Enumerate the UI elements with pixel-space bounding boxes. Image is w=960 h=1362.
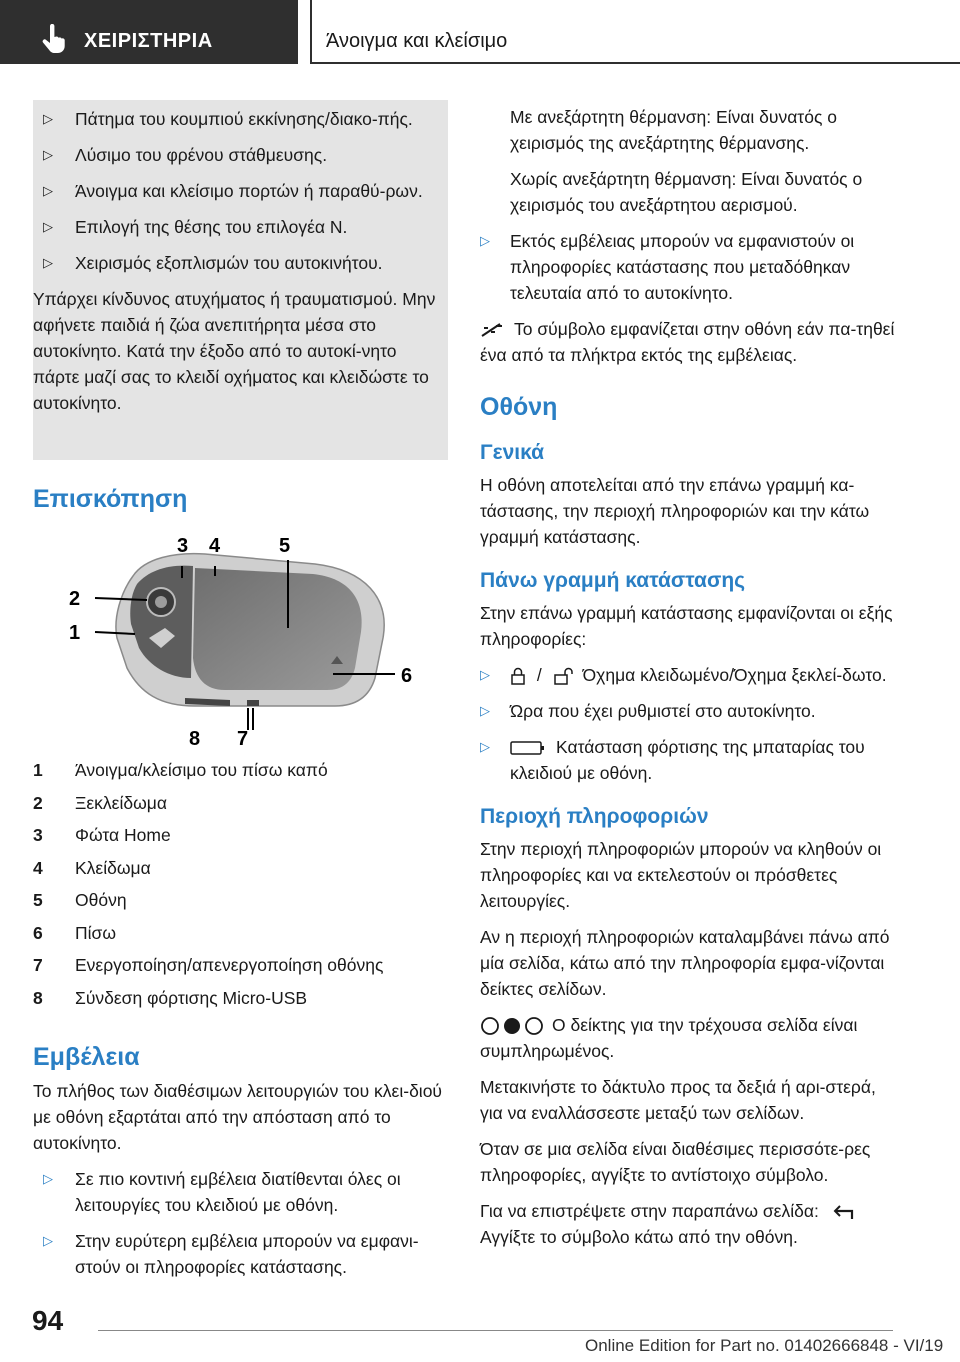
legend-row: 7 Ενεργοποίηση/απενεργοποίηση οθόνης: [33, 955, 384, 975]
header-divider: [300, 0, 310, 64]
page-indicator-icon: [480, 1016, 544, 1036]
edition-note: Online Edition for Part no. 01402666848 - VI/19: [585, 1336, 944, 1355]
paragraph: Όταν σε μια σελίδα είναι διαθέσιμες περισσότε-ρες πληροφορίες, αγγίξτε το αντίστοιχο σύμβολο.: [480, 1139, 871, 1185]
figure-label: 1: [69, 622, 81, 644]
paragraph: Χωρίς ανεξάρτητη θέρμανση: Είναι δυνατός ο χειρισμός του ανεξάρτητου αερισμού.: [510, 169, 863, 215]
range-bullet: ▷ Στην ευρύτερη εμβέλεια μπορούν να εμφανι-στούν οι πληροφορίες κατάστασης.: [33, 1228, 448, 1280]
legend-row: 2 Ξεκλείδωμα: [33, 792, 167, 813]
triangle-bullet-icon: ▷: [43, 147, 53, 162]
top-bar-bullet: ▷ / Όχημα κλειδωμένο/Όχημα ξεκλεί-δωτο.: [480, 662, 895, 688]
paragraph: Στην περιοχή πληροφοριών μπορούν να κληθούν οι πληροφορίες και να εκτελεστούν οι πρόσθετες λειτουργίες.: [480, 839, 882, 911]
figure-label: 8: [189, 728, 201, 750]
footer-divider: [98, 1330, 893, 1331]
top-bar-bullet: ▷ Κατάσταση φόρτισης της μπαταρίας του κλειδιού με οθόνη.: [480, 734, 895, 786]
triangle-bullet-icon: ▷: [480, 703, 490, 718]
range-bullet: ▷ Σε πιο κοντινή εμβέλεια διατίθενται όλες οι λειτουργίες του κλειδιού με οθόνη.: [33, 1166, 448, 1218]
paragraph: Με ανεξάρτητη θέρμανση: Είναι δυνατός ο χειρισμός της ανεξάρτητης θέρμανσης.: [510, 107, 837, 153]
paragraph: Αν η περιοχή πληροφοριών καταλαμβάνει πάνω από μία σελίδα, κάτω από την πληροφορία εμφα-νίζονται δείκτες σελίδων.: [480, 927, 890, 999]
figure-label: 6: [401, 665, 413, 687]
warning-text: Υπάρχει κίνδυνος ατυχήματος ή τραυματισμού. Μην αφήνετε παιδιά ή ζώα ανεπιτήρητα μέσα στο αυτοκίνητο. Κατά την έξοδο από το αυτοκί-νητο πάρτε μαζί σας το κλειδί οχήματος και κλειδώστε το αυτοκίνητο.: [33, 289, 436, 413]
range-heading: Εμβέλεια: [33, 1043, 140, 1071]
back-arrow-icon: [832, 1203, 858, 1221]
warning-bullet: ▷ Χειρισμός εξοπλισμών του αυτοκινήτου.: [33, 250, 443, 276]
figure-legend: [33, 760, 448, 1020]
range-text: Το πλήθος των διαθέσιμων λειτουργιών του κλει-διού με οθόνη εξαρτάται από την απόσταση από το αυτοκίνητο.: [33, 1081, 443, 1153]
figure-label: 3: [177, 535, 189, 557]
hand-pointer-icon: [40, 24, 68, 54]
battery-icon: [510, 740, 546, 756]
section-title: Άνοιγμα και κλείσιμο: [326, 30, 508, 52]
legend-row: 5 Οθόνη: [33, 890, 127, 910]
figure-label: 2: [69, 588, 81, 610]
range-section: [33, 1044, 448, 1290]
header-manual-tab: [0, 0, 298, 64]
legend-row: 1 Άνοιγμα/κλείσιμο του πίσω καπό: [33, 760, 328, 780]
manual-title: ΧΕΙΡΙΣΤΗΡΙΑ: [84, 30, 213, 52]
triangle-bullet-icon: ▷: [43, 255, 53, 270]
figure-label: 4: [209, 535, 221, 557]
general-heading: Γενικά: [480, 441, 545, 464]
lock-closed-icon: [510, 667, 526, 685]
warning-bullet: ▷ Πάτημα του κουμπιού εκκίνησης/διακο-πής.: [33, 106, 443, 132]
triangle-bullet-icon: ▷: [480, 739, 490, 754]
legend-row: 4 Κλείδωμα: [33, 857, 151, 878]
info-area-heading: Περιοχή πληροφοριών: [480, 805, 709, 828]
lock-open-icon: [553, 667, 575, 685]
header-section-tab: [310, 0, 960, 64]
page-indicator-paragraph: Ο δείκτης για την τρέχουσα σελίδα είναι συμπληρωμένος.: [480, 1015, 858, 1061]
top-bar-text: Στην επάνω γραμμή κατάστασης εμφανίζονται οι εξής πληροφορίες:: [480, 603, 893, 649]
warning-bullet: ▷ Επιλογή της θέσης του επιλογέα N.: [33, 214, 443, 240]
triangle-bullet-icon: ▷: [43, 219, 53, 234]
triangle-bullet-icon: ▷: [43, 1171, 53, 1186]
display-key-figure: [65, 528, 420, 750]
general-text: Η οθόνη αποτελείται από την επάνω γραμμή κα-τάστασης, την περιοχή πληροφοριών και την κάτω γραμμή κατάστασης.: [480, 475, 870, 547]
legend-row: 6 Πίσω: [33, 922, 116, 943]
top-bar-bullet: ▷ Ώρα που έχει ρυθμιστεί στο αυτοκίνητο.: [480, 698, 895, 724]
triangle-bullet-icon: ▷: [43, 1233, 53, 1248]
icon-separator: /: [536, 665, 542, 685]
triangle-bullet-icon: ▷: [480, 233, 490, 248]
figure-label: 5: [279, 535, 291, 557]
symbol-paragraph: Το σύμβολο εμφανίζεται στην οθόνη εάν πα-τηθεί ένα από τα πλήκτρα εκτός της εμβέλειας.: [480, 319, 895, 365]
warning-bullet: ▷ Λύσιμο του φρένου στάθμευσης.: [33, 142, 443, 168]
paragraph: Μετακινήστε το δάκτυλο προς τα δεξιά ή αρι-στερά, για να εναλλάσσεστε μεταξύ των σελίδων.: [480, 1077, 876, 1123]
warning-bullet: ▷ Άνοιγμα και κλείσιμο πορτών ή παραθύ-ρων.: [33, 178, 443, 204]
figure-label: 7: [237, 728, 249, 750]
overview-heading: Επισκόπηση: [33, 485, 188, 513]
legend-row: 8 Σύνδεση φόρτισης Micro-USB: [33, 987, 308, 1008]
screen-heading: Οθόνη: [480, 393, 558, 421]
triangle-bullet-icon: ▷: [480, 667, 490, 682]
triangle-bullet-icon: ▷: [43, 111, 53, 126]
page-number: 94: [32, 1305, 64, 1336]
no-signal-icon: [480, 322, 506, 338]
legend-row: 3 Φώτα Home: [33, 825, 171, 845]
right-column: [480, 104, 895, 1260]
top-bar-heading: Πάνω γραμμή κατάστασης: [480, 569, 746, 592]
back-paragraph: Για να επιστρέψετε στην παραπάνω σελίδα: Αγγίξτε το σύμβολο κάτω από την οθόνη.: [480, 1198, 895, 1250]
triangle-bullet-icon: ▷: [43, 183, 53, 198]
warning-content: [33, 106, 443, 426]
out-of-range-bullet: ▷ Εκτός εμβέλειας μπορούν να εμφανιστούν οι πληροφορίες κατάστασης που μεταδόθηκαν τελευταία από το αυτοκίνητο.: [480, 228, 895, 306]
